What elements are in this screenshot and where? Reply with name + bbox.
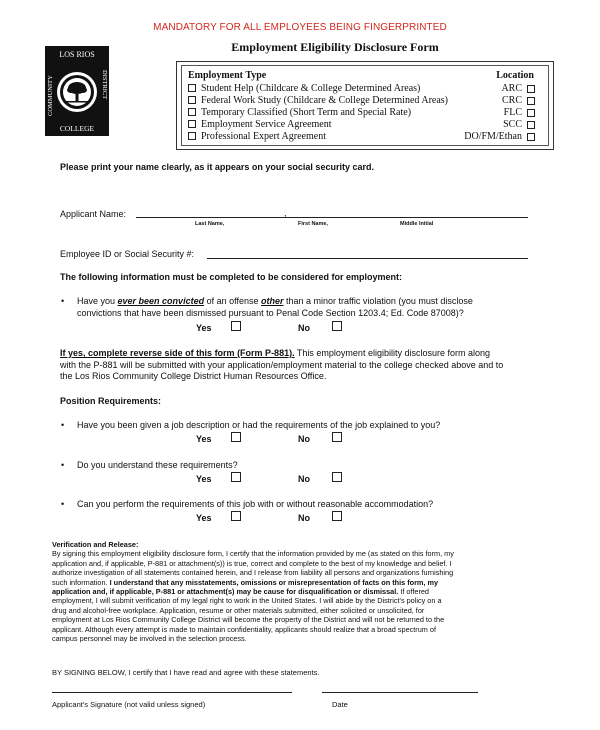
no-label: No <box>298 323 310 333</box>
signing-statement: BY SIGNING BELOW, I certify that I have read and agree with these statements. <box>52 668 320 677</box>
location-label: FLC <box>503 107 522 118</box>
date-field[interactable] <box>322 692 478 693</box>
location-checkbox[interactable] <box>527 97 535 105</box>
bullet: • <box>61 460 65 470</box>
form-title: Employment Eligibility Disclosure Form <box>231 40 439 54</box>
last-name-caption: Last Name, <box>195 221 225 227</box>
perform-no-checkbox[interactable] <box>332 511 342 521</box>
bullet: • <box>61 499 65 509</box>
employment-type-checkbox[interactable] <box>188 84 196 92</box>
employee-id-field[interactable] <box>207 258 528 259</box>
job-description-question: Have you been given a job description or had the requirements of the job explained to you? <box>77 420 441 430</box>
date-label: Date <box>332 700 348 709</box>
conviction-yes-checkbox[interactable] <box>231 321 241 331</box>
yes-label: Yes <box>196 474 212 484</box>
conviction-no-checkbox[interactable] <box>332 321 342 331</box>
bullet: • <box>61 296 65 306</box>
logo-text-bottom: COLLEGE <box>59 124 95 133</box>
verification-heading: Verification and Release: <box>52 540 139 549</box>
employment-type-checkbox[interactable] <box>188 120 196 128</box>
signature-label: Applicant's Signature (not valid unless signed) <box>52 700 206 709</box>
employee-id-label: Employee ID or Social Security #: <box>60 249 195 259</box>
mandatory-notice: MANDATORY FOR ALL EMPLOYEES BEING FINGERPRINTED <box>153 22 447 33</box>
bullet: • <box>61 420 65 430</box>
employment-type-table <box>176 61 554 150</box>
perform-requirements-question: Can you perform the requirements of this job with or without reasonable accommodation? <box>77 499 434 509</box>
employment-type-checkbox[interactable] <box>188 132 196 140</box>
understand-requirements-question: Do you understand these requirements? <box>77 460 238 470</box>
logo-text-top: LOS RIOS <box>59 50 95 59</box>
understand-no-checkbox[interactable] <box>332 472 342 482</box>
no-label: No <box>298 434 310 444</box>
yes-label: Yes <box>196 323 212 333</box>
yes-label: Yes <box>196 513 212 523</box>
position-requirements-heading: Position Requirements: <box>60 396 162 406</box>
employment-type-row: Professional Expert Agreement <box>188 131 326 143</box>
signature-field[interactable] <box>52 692 292 693</box>
name-comma: , <box>284 208 287 218</box>
perform-yes-checkbox[interactable] <box>231 511 241 521</box>
location-label: SCC <box>503 119 522 130</box>
applicant-name-field[interactable] <box>136 217 528 218</box>
logo-text-right: DISTRICT <box>101 70 108 100</box>
reverse-side-notice: If yes, complete reverse side of this form (Form P-881). This employment eligibility disclosure form along with the P-881 will be submitted with your application/employment material to the college checked above and to the Los Rios Community College District Human Resources Office. <box>60 348 504 381</box>
employment-type-checkbox[interactable] <box>188 96 196 104</box>
location-checkbox[interactable] <box>527 133 535 141</box>
employment-type-header: Employment Type <box>188 70 267 81</box>
location-label: CRC <box>501 95 522 106</box>
following-info-heading: The following information must be completed to be considered for employment: <box>60 272 403 282</box>
no-label: No <box>298 474 310 484</box>
applicant-name-label: Applicant Name: <box>60 209 127 219</box>
employment-type-checkbox[interactable] <box>188 108 196 116</box>
employment-type-row: Employment Service Agreement <box>188 119 332 131</box>
employment-type-row: Temporary Classified (Short Term and Special Rate) <box>188 107 411 119</box>
logo-text-left: COMMUNITY <box>47 75 54 116</box>
employment-type-row: Student Help (Childcare & College Determined Areas) <box>188 83 420 95</box>
los-rios-logo <box>45 46 109 136</box>
location-checkbox[interactable] <box>527 121 535 129</box>
location-label: ARC <box>501 83 522 94</box>
location-checkbox[interactable] <box>527 85 535 93</box>
verification-release: Verification and Release: By signing this employment eligibility disclosure form, I certify that the information provided by me (as stated on this form, my application and, if applicable, P-881 or attachment(s)) is true, correct and complete to the best of my knowledge and belief. I authorize investigation of all statements contained herein, and I release from liability all persons and organizations furnishing such information. I understand that any misstatements, omissions or misrepresentation of facts on this form, my application and, if applicable, P-881 or attachment(s) may be cause for disqualification or dismissal. If offered employment, I will submit verification of my legal right to work in the United States. I will abide by the District's policy on a drug and alcohol-free workplace. Application, resume or other materials submitted, either solicited or unsolicited, for employment at Los Rios Community College District will become the property of the District and will not be returned to the applicant. Although every attempt is made to maintain confidentiality, applicants should realize that a broad spectrum of campus personnel may be involved in the selection process. <box>52 540 552 643</box>
first-name-caption: First Name, <box>298 221 328 227</box>
understand-yes-checkbox[interactable] <box>231 472 241 482</box>
print-name-instructions: Please print your name clearly, as it appears on your social security card. <box>60 162 374 172</box>
yes-label: Yes <box>196 434 212 444</box>
job-description-no-checkbox[interactable] <box>332 432 342 442</box>
location-header: Location <box>496 70 534 81</box>
conviction-question: Have you ever been convicted of an offense other than a minor traffic violation (you must disclose convictions that have been dismissed pursuant to Penal Code Section 1203.4; Ed. Code 87008)? <box>77 296 473 318</box>
employment-type-row: Federal Work Study (Childcare & College Determined Areas) <box>188 95 448 107</box>
location-checkbox[interactable] <box>527 109 535 117</box>
no-label: No <box>298 513 310 523</box>
job-description-yes-checkbox[interactable] <box>231 432 241 442</box>
location-label: DO/FM/Ethan <box>464 131 522 142</box>
middle-initial-caption: Middle Initial <box>400 221 434 227</box>
